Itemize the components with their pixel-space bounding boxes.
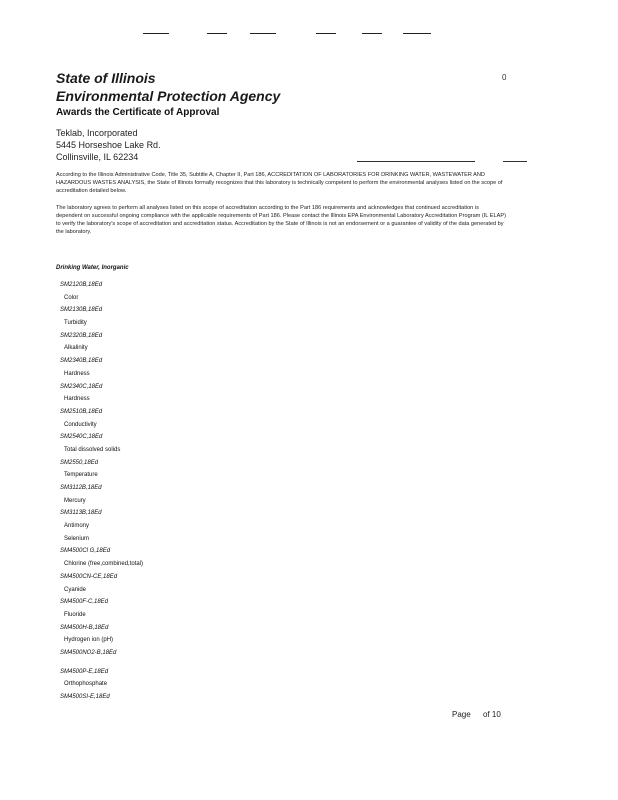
analyte-name: Total dissolved solids bbox=[64, 446, 121, 453]
top-rule-5 bbox=[362, 33, 382, 34]
page-of-label: of 10 bbox=[483, 710, 501, 719]
analyte-name: Hardness bbox=[64, 396, 90, 403]
signature-line-short bbox=[503, 161, 527, 162]
agreement-paragraph: The laboratory agrees to perform all analyses listed on this scope of accreditation according to the Part 186 requirements and acknowledges that continued accreditation is dependent on successful ongoing compliance with the applicable requirements of Part 186. Please contact the Illinois EPA Environmental Laboratory Accreditation Program (IL ELAP) to verify the laboratory's scope of accreditation and accreditation status. Accreditation by the State of Illinois is not an endorsement or a guarantee of validity of the data generated by the laboratory. bbox=[56, 205, 506, 235]
analyte-name: Alkalinity bbox=[64, 345, 88, 352]
analyte-name: Cyanide bbox=[64, 586, 87, 593]
method-code: SM2550,18Ed bbox=[60, 459, 99, 466]
lab-name: Teklab, Incorporated bbox=[56, 128, 138, 138]
award-subtitle: Awards the Certificate of Approval bbox=[56, 107, 220, 118]
method-code: SM2130B,18Ed bbox=[60, 307, 103, 314]
analyte-name: Turbidity bbox=[64, 320, 87, 327]
analyte-name: Hydrogen ion (pH) bbox=[64, 637, 114, 644]
method-code: SM2340B,18Ed bbox=[60, 358, 103, 365]
method-code: SM4500P-E,18Ed bbox=[60, 668, 109, 675]
accreditation-paragraph: According to the Illinois Administrative Code, Title 35, Subtitle A, Chapter II, Part 186, ACCREDITATION OF LABORATORIES FOR DRINKING WATER, WASTEWATER AND HAZARDOUS WASTES ANALYSIS, the State of Illinois formally recognizes that this laboratory is technically competent to perform the environmental analyses listed on the scope of accreditation detailed below. bbox=[56, 172, 503, 194]
analyte-name: Chlorine (free,combined,total) bbox=[64, 561, 144, 568]
top-rule-2 bbox=[207, 33, 227, 34]
method-code: SM4500F-C,18Ed bbox=[60, 599, 109, 606]
methods-list bbox=[60, 279, 143, 704]
analyte-name: Hardness bbox=[64, 370, 90, 377]
lab-city: Collinsville, IL 62234 bbox=[56, 152, 139, 162]
method-code: SM4500Cl G,18Ed bbox=[60, 548, 111, 555]
method-code: SM2320B,18Ed bbox=[60, 332, 103, 339]
agency-state-title: State of Illinois bbox=[56, 70, 156, 86]
analyte-name: Mercury bbox=[64, 497, 86, 504]
corner-mark: 0 bbox=[502, 73, 507, 82]
page-label: Page bbox=[452, 710, 471, 719]
section-title: Drinking Water, Inorganic bbox=[56, 265, 129, 271]
top-rule-1 bbox=[143, 33, 169, 34]
method-code: SM3112B,18Ed bbox=[60, 485, 102, 491]
analyte-name: Antimony bbox=[64, 523, 90, 530]
method-code: SM2540C,18Ed bbox=[60, 434, 103, 441]
lab-street: 5445 Horseshoe Lake Rd. bbox=[56, 140, 161, 150]
method-code: SM3113B,18Ed bbox=[60, 510, 102, 517]
method-code: SM2120B,18Ed bbox=[60, 282, 103, 288]
method-code: SM2510B,18Ed bbox=[60, 408, 103, 415]
analyte-name: Color bbox=[64, 294, 79, 301]
top-rule-6 bbox=[403, 33, 431, 34]
method-code: SM4500NO2-B,18Ed bbox=[60, 649, 117, 656]
top-rule-3 bbox=[250, 33, 276, 34]
method-code: SM4500SI-E,18Ed bbox=[60, 694, 110, 700]
analyte-name: Conductivity bbox=[64, 421, 97, 428]
analyte-name: Orthophosphate bbox=[64, 681, 108, 688]
agency-name-title: Environmental Protection Agency bbox=[56, 88, 281, 104]
signature-line bbox=[357, 161, 475, 162]
analyte-name: Fluoride bbox=[64, 611, 86, 618]
method-code: SM4500CN-CE,18Ed bbox=[60, 573, 118, 580]
analyte-name: Selenium bbox=[64, 535, 90, 542]
method-code: SM4500H-B,18Ed bbox=[60, 624, 109, 631]
method-code: SM2340C,18Ed bbox=[60, 383, 103, 390]
top-rule-4 bbox=[316, 33, 336, 34]
analyte-name: Temperature bbox=[64, 472, 98, 479]
